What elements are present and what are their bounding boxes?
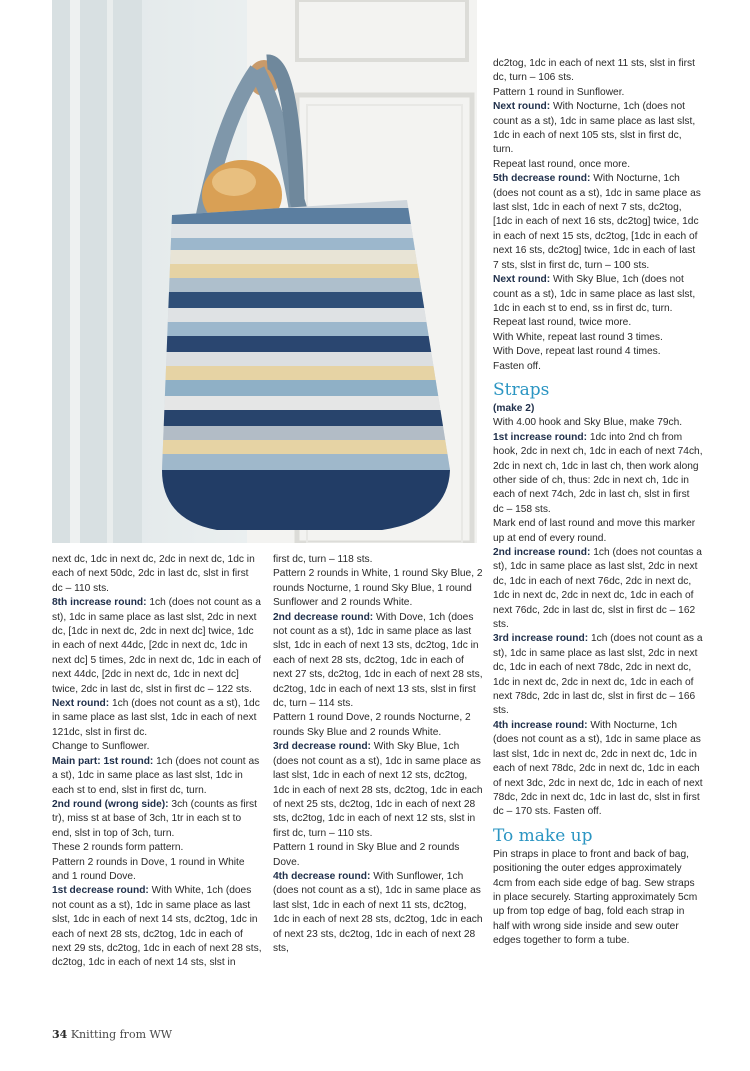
instruction-label: Next round: (493, 274, 551, 286)
instruction-label: 3rd increase round: (493, 633, 589, 645)
page-footer (52, 1028, 172, 1042)
straps-subheading: (make 2) (493, 402, 535, 414)
instruction-text: 1ch (does not count as a st), 1dc in same place as last slst, 1dc in each st to end, slst in first dc, turn. (52, 755, 260, 796)
instruction-text: 1ch (does not count as a st), 1dc in same place as last slst, 2dc in next dc, 1dc in each of next 78dc, 2dc in next dc, 1dc in next dc, 2dc in next dc, 1dc in each of next 78dc, 2dc in last dc, slst in first dc – 166 sts. (493, 633, 703, 717)
instruction-text: 1ch (does not count as a st), 1dc in same place as last slst, 2dc in next dc, [1dc in next dc, 2dc in next dc] twice, 1dc in each of next 44dc, [2dc in next dc, 1dc in next dc] 5 times, 2dc in next dc, 1dc in each of next 44dc, [2dc in next dc, 1dc in next dc] twice, 2dc in last dc, slst in first dc – 122 sts. (52, 597, 261, 695)
paragraph: Pattern 2 rounds in Dove, 1 round in White and 1 round Dove. (52, 856, 245, 882)
page-number: 34 (52, 1028, 68, 1041)
paragraph (493, 431, 703, 517)
paragraph: first dc, turn – 118 sts. (273, 554, 373, 565)
paragraph (52, 798, 262, 841)
paragraph: Change to Sunflower. (52, 741, 150, 753)
paragraph: Pattern 1 round in Sunflower. (493, 86, 625, 98)
paragraph (52, 596, 262, 697)
paragraph: With 4.00 hook and Sky Blue, make 79ch. (493, 417, 683, 429)
bag-photo (52, 0, 477, 543)
instruction-text: 1ch (does not count as a st), 1dc in same place as last slst, 1dc in each of next 121dc, slst in first dc. (52, 698, 260, 738)
paragraph: Pin straps in place to front and back of bag, positioning the outer edges approximately 4cm from each side edge of bag. Sew straps in place securely. Starting approximately 5cm up from top edge of bag, fold each strap in half with wrong side inside and sew outer edges together to form a tube. (493, 848, 698, 947)
instruction-label: 5th decrease round: (493, 173, 591, 185)
paragraph: With Dove, repeat last round 4 times. (493, 346, 661, 358)
paragraph (52, 697, 262, 740)
instruction-label: 4th decrease round: (273, 870, 371, 882)
instruction-text: 1ch (does not countas a st), 1dc in same place as last slst, 2dc in next dc, 1dc in each of next 76dc, 2dc in next dc, 1dc in next dc, 2dc in next dc, 1dc in each of next 76dc, 2dc in last dc, slst in first dc – 162 sts. (493, 547, 702, 631)
paragraph (273, 611, 483, 712)
paragraph: dc2tog, 1dc in each of next 11 sts, slst in first dc, turn – 106 sts. (493, 58, 695, 84)
paragraph: Fasten off. (493, 360, 541, 372)
instruction-label: 2nd decrease round: (273, 611, 374, 623)
paragraph: Repeat last round, twice more. (493, 317, 632, 329)
paragraph (493, 719, 703, 820)
instruction-label: Main part: 1st round: (52, 755, 154, 767)
paragraph (52, 884, 262, 970)
paragraph: Pattern 1 round in Sky Blue and 2 rounds Dove. (273, 842, 460, 868)
instruction-text: 1dc into 2nd ch from hook, 2dc in next ch, 1dc in each of next 74ch, 2dc in next ch, 1dc in last ch, then work along other side of ch, thus: 2dc in next ch, 1dc in each of next 74ch, 2dc in last ch, slst in first dc – 158 sts. (493, 431, 703, 515)
paragraph (493, 632, 703, 718)
paragraph: Pattern 1 round Dove, 2 rounds Nocturne, 2 rounds Sky Blue and 2 rounds White. (273, 712, 471, 738)
instruction-label: Next round: (52, 698, 110, 710)
instruction-label: 1st increase round: (493, 431, 587, 443)
paragraph (493, 172, 703, 273)
instruction-text: With Nocturne, 1ch (does not count as a st), 1dc in same place as last slst, 1dc in each of next 7 sts, dc2tog, [1dc in each of next 16 sts, dc2tog] twice, 1dc in each of next 15 sts, dc2tog, [1dc in each of next 16 sts, dc2tog] twice, 1dc in each of last 7 sts, slst in first dc, turn – 100 sts. (493, 173, 701, 271)
text-column-3 (493, 57, 703, 949)
instruction-label: 1st decrease round: (52, 885, 149, 897)
instruction-label: Next round: (493, 101, 551, 113)
paragraph (493, 273, 703, 316)
paragraph: Repeat last round, once more. (493, 158, 631, 170)
instruction-label: 8th increase round: (52, 597, 147, 609)
straps-heading: Straps (493, 379, 550, 400)
text-column-2 (273, 553, 483, 956)
instruction-text: With Sky Blue, 1ch (does not count as a st), 1dc in same place as last slst, 1dc in each of next 12 sts, dc2tog, 1dc in each of next 28 sts, dc2tog, 1dc in each of next 25 sts, dc2tog, 1dc in each of next 28 sts, dc2tog, 1dc in each of next 12 sts, slst in first dc, turn – 110 sts. (273, 741, 483, 839)
paragraph: Pattern 2 rounds in White, 1 round Sky Blue, 2 rounds Nocturne, 1 round Sky Blue, 1 round Sunflower and 2 rounds White. (273, 568, 483, 609)
paragraph (273, 740, 483, 841)
paragraph (493, 100, 703, 158)
instruction-text: With Sky Blue, 1ch (does not count as a st), 1dc in same place as last slst, 1dc in each st to end, ss in first dc, turn. (493, 274, 696, 314)
instruction-text: With White, 1ch (does not count as a st), 1dc in same place as last slst, 1dc in each of next 14 sts, dc2tog, 1dc in each of next 28 sts, dc2tog, 1dc in each of next 29 sts, dc2tog, 1dc in each of next 28 sts, dc2tog, 1dc in each of next 14 sts, slst in (52, 885, 262, 969)
instruction-text: With Dove, 1ch (does not count as a st), 1dc in same place as last slst, 1dc in each of next 13 sts, dc2tog, 1dc in each of next 28 sts, dc2tog, 1dc in each of next 27 sts, dc2tog, 1dc in each of next 28 sts, dc2tog, 1dc in each of next 13 sts, slst in first dc, turn – 114 sts. (273, 611, 483, 710)
instruction-label: 4th increase round: (493, 719, 588, 731)
paragraph (52, 755, 262, 798)
instruction-label: 2nd round (wrong side): (52, 798, 169, 810)
magazine-name: Knitting from WW (70, 1028, 173, 1041)
instruction-label: 3rd decrease round: (273, 741, 371, 753)
text-column-1 (52, 553, 262, 971)
paragraph: Mark end of last round and move this marker up at end of every round. (493, 518, 696, 544)
instruction-text: With Nocturne, 1ch (does not count as a st), 1dc in same place as last slst, 1dc in each of next 105 sts, slst in first dc, turn. (493, 101, 696, 156)
instruction-text: With Nocturne, 1ch (does not count as a st), 1dc in same place as last slst, 1dc in next dc, 2dc in next dc, 1dc in each of next 78dc, 2dc in next dc, 1dc in each of next 3dc, 2dc in next dc, 1dc in each of next 78dc, 2dc in next dc, 1dc in last dc, slst in first dc – 170 sts. Fasten off. (493, 719, 703, 818)
instruction-label: 2nd increase round: (493, 547, 591, 558)
instruction-text: With Sunflower, 1ch (does not count as a st), 1dc in same place as last slst, 1dc in each of next 11 sts, dc2tog, 1dc in each of next 28 sts, dc2tog, 1dc in each of next 23 sts, dc2tog, 1dc in each of next 28 sts, (273, 870, 483, 954)
paragraph: These 2 rounds form pattern. (52, 842, 184, 854)
paragraph: With White, repeat last round 3 times. (493, 331, 663, 343)
bag-illustration (52, 0, 477, 543)
instruction-text: 3ch (counts as first tr), miss st at base of 3ch, 1tr in each st to end, slst in top of 3ch, turn. (52, 798, 257, 839)
paragraph: next dc, 1dc in next dc, 2dc in next dc, 1dc in each of next 50dc, 2dc in last dc, slst in first dc – 110 sts. (52, 554, 255, 594)
paragraph (273, 870, 483, 956)
paragraph (493, 546, 703, 632)
make-up-heading: To make up (493, 825, 593, 846)
